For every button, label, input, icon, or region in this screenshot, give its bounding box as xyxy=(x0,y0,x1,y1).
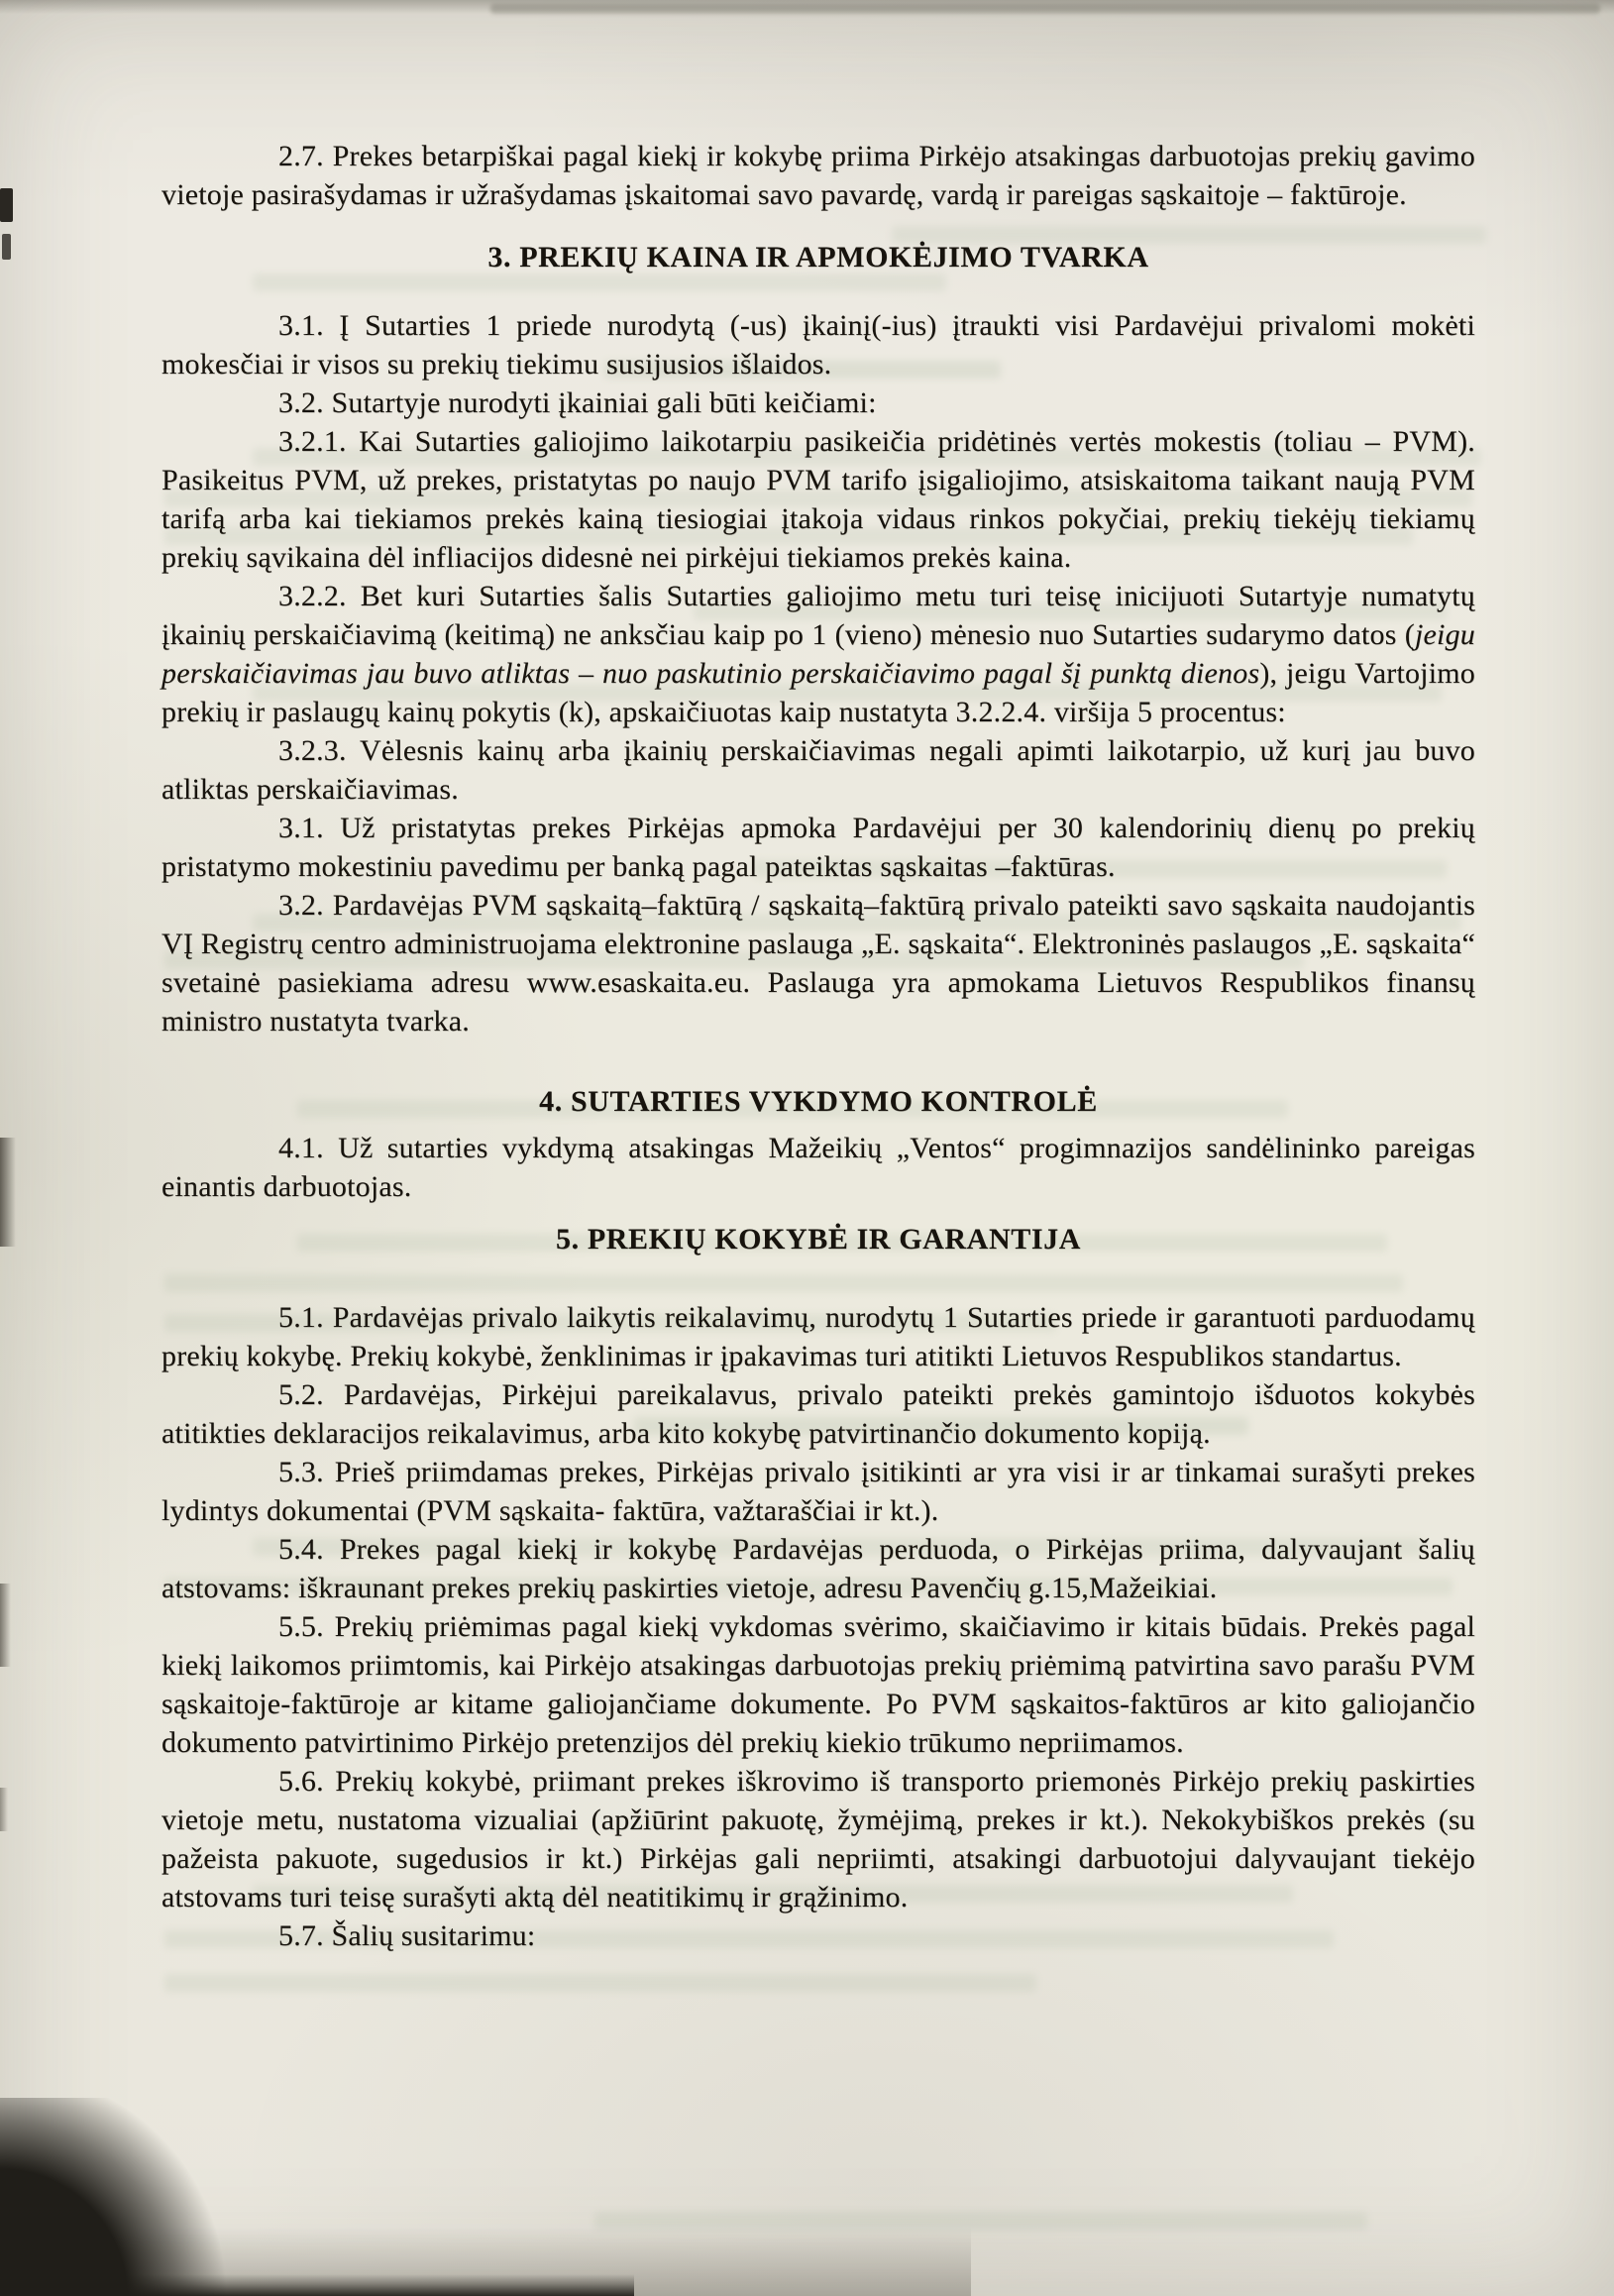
clause-3-2-2-lead: 3.2.2. Bet kuri Sutarties šalis Sutarties galiojimo metu turi teisę inicijuoti Sutartyje numatytų įkainių perskaičiavimą (keitimą) ne anksčiau kaip po 1 (vieno) mėnesio nuo Sutarties sudarymo datos ( xyxy=(161,580,1475,651)
edge-shadow xyxy=(0,1584,11,1667)
edge-shadow xyxy=(0,1138,16,1247)
clause-3-1: 3.1. Į Sutarties 1 priede nurodytą (-us) įkainį(-ius) įtraukti visi Pardavėjui privalomi mokėti mokesčiai ir visos su prekių tiekimu susijusios išlaidos. xyxy=(161,309,1475,381)
clause-3-2-1: 3.2.1. Kai Sutarties galiojimo laikotarpiu pasikeičia pridėtinės vertės mokestis (toliau – PVM). Pasikeitus PVM, už prekes, pristatytas po naujo PVM tarifo įsigaliojimo, atsiskaitoma taikant naują PVM tarifą arba kai tiekiamos prekės kainą tiesiogiai įtakoja vidaus rinkos pokyčiai, prekių tiekėjų tiekiamų prekių sąvikaina dėl infliacijos didesnė nei pirkėjui tiekiamos prekės kaina. xyxy=(161,425,1475,574)
section-heading-5: 5. PREKIŲ KOKYBĖ IR GARANTIJA xyxy=(556,1223,1081,1256)
bottom-edge-shadow xyxy=(0,2227,971,2296)
clause-5-4: 5.4. Prekes pagal kiekį ir kokybę Pardavėjas perduoda, o Pirkėjas priima, dalyvaujant šalių atstovams: iškraunant prekes prekių paskirties vietoje, adresu Pavenčių g.15,Mažeikiai. xyxy=(161,1533,1475,1604)
section-heading-3: 3. PREKIŲ KAINA IR APMOKĖJIMO TVARKA xyxy=(487,241,1149,273)
clause-3-2-2-italic-note: jeigu perskaičiavimas jau buvo atliktas – nuo paskutinio perskaičiavimo pagal šį punktą dienos xyxy=(161,618,1475,690)
edge-shadow xyxy=(0,1788,8,1831)
clause-5-5: 5.5. Prekių priėmimas pagal kiekį vykdomas svėrimo, skaičiavimo ir kitais būdais. Prekės pagal kiekį laikomos priimtomis, kai Pirkėjo atsakingas darbuotojas prekių priėmimą patvirtina savo parašu PVM sąskaitoje-faktūroje ar kitame galiojančiame dokumente. Po PVM sąskaitos-faktūros ar kito galiojančio dokumento patvirtinimo Pirkėjo pretenzijos dėl prekių kiekio trūkumo nepriimamos. xyxy=(161,1610,1475,1759)
clause-2-7: 2.7. Prekes betarpiškai pagal kiekį ir kokybę priima Pirkėjo atsakingas darbuotojas prekių gavimo vietoje pasirašydamas ir užrašydamas įskaitomai savo pavardę, vardą ir pareigas sąskaitoje – faktūroje. xyxy=(161,140,1475,211)
corner-fold-shadow xyxy=(0,2098,228,2296)
clause-3-2-2-tail: ), jeigu Vartojimo prekių ir paslaugų kainų pokytis (k), apskaičiuotas kaip nustatyta 3.2.2.4. viršija 5 procentus: xyxy=(161,657,1475,728)
clause-3-1-payment: 3.1. Už pristatytas prekes Pirkėjas apmoka Pardavėjui per 30 kalendorinių dienų po prekių pristatymo mokestiniu pavedimu per banką pagal pateiktas sąskaitas –faktūras. xyxy=(161,812,1475,883)
scan-edge-smudge xyxy=(490,4,1600,14)
clause-3-2: 3.2. Sutartyje nurodyti įkainiai gali būti keičiami: xyxy=(278,386,877,419)
document-content xyxy=(161,137,1475,1955)
clause-3-2-2 xyxy=(161,577,1475,731)
edge-mark xyxy=(2,234,11,260)
clause-3-2-invoice: 3.2. Pardavėjas PVM sąskaitą–faktūrą / sąskaitą–faktūrą privalo pateikti savo sąskaita naudojantis VĮ Registrų centro administruojama elektronine paslauga „E. sąskaita“. Elektroninės paslaugos „E. sąskaita“ svetainė pasiekiama adresu www.esaskaita.eu. Paslauga yra apmokama Lietuvos Respublikos finansų ministro nustatyta tvarka. xyxy=(161,889,1475,1038)
edge-mark xyxy=(0,188,13,222)
bleedthrough-line xyxy=(164,1974,1036,1992)
clause-5-2: 5.2. Pardavėjas, Pirkėjui pareikalavus, privalo pateikti prekės gamintojo išduotos kokybės atitikties deklaracijos reikalavimus, arba kito kokybę patvirtinančio dokumento kopiją. xyxy=(161,1378,1475,1450)
clause-5-6: 5.6. Prekių kokybė, priimant prekes iškrovimo iš transporto priemonės Pirkėjo prekių paskirties vietoje metu, nustatoma vizualiai (apžiūrint pakuotę, žymėjimą, prekes ir kt.). Nekokybiškos prekės (su pažeista pakuote, sugedusios ir kt.) Pirkėjas gali nepriimti, atsakingi darbuotojui dalyvaujant tiekėjo atstovams turi teisę surašyti aktą dėl neatitikimų ir grąžinimo. xyxy=(161,1765,1475,1913)
section-heading-4: 4. SUTARTIES VYKDYMO KONTROLĖ xyxy=(539,1085,1098,1118)
scan-top-shadow xyxy=(0,0,1614,14)
clause-5-7: 5.7. Šalių susitarimu: xyxy=(278,1919,536,1952)
clause-5-3: 5.3. Prieš priimdamas prekes, Pirkėjas privalo įsitikinti ar yra visi ir ar tinkamai surašyti prekes lydintys dokumentai (PVM sąskaita- faktūra, važtaraščiai ir kt.). xyxy=(161,1456,1475,1527)
bottom-edge-dark-strip xyxy=(0,2274,634,2296)
clause-4-1: 4.1. Už sutarties vykdymą atsakingas Mažeikių „Ventos“ progimnazijos sandėlininko pareigas einantis darbuotojas. xyxy=(161,1132,1475,1203)
clause-5-1: 5.1. Pardavėjas privalo laikytis reikalavimų, nurodytų 1 Sutarties priede ir garantuoti parduodamų prekių kokybę. Prekių kokybė, ženklinimas ir įpakavimas turi atitikti Lietuvos Respublikos standartus. xyxy=(161,1301,1475,1372)
clause-3-2-3: 3.2.3. Vėlesnis kainų arba įkainių perskaičiavimas negali apimti laikotarpio, už kurį jau buvo atliktas perskaičiavimas. xyxy=(161,734,1475,806)
bleedthrough-line xyxy=(594,2212,1367,2230)
